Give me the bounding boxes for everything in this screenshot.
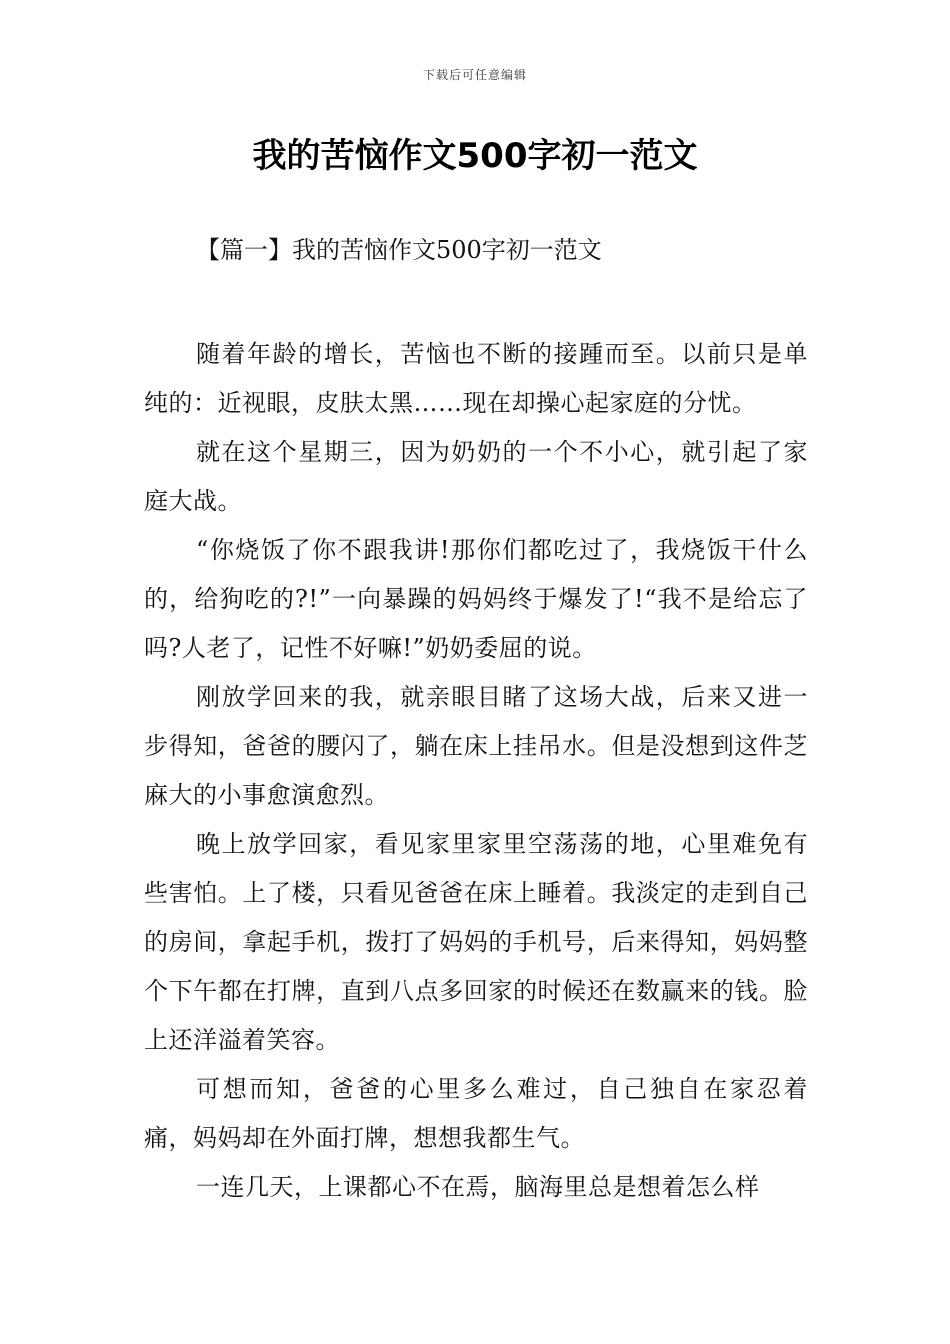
document-body xyxy=(144,330,808,1212)
header-note: 下载后可任意编辑 xyxy=(422,68,527,82)
paragraph: 晚上放学回家，看见家里家里空荡荡的地，心里难免有些害怕。上了楼，只看见爸爸在床上睡着。我淡定的走到自己的房间，拿起手机，拨打了妈妈的手机号，后来得知，妈妈整个下午都在打牌，直到八点多回家的时候还在数赢来的钱。脸上还洋溢着笑容。 xyxy=(144,830,808,1054)
paragraph: 刚放学回来的我，就亲眼目睹了这场大战，后来又进一步得知，爸爸的腰闪了，躺在床上挂吊水。但是没想到这件芝麻大的小事愈演愈烈。 xyxy=(144,683,808,809)
paragraph: 可想而知，爸爸的心里多么难过，自己独自在家忍着痛，妈妈却在外面打牌，想想我都生气。 xyxy=(144,1075,808,1152)
paragraph: “你烧饭了你不跟我讲!那你们都吃过了，我烧饭干什么的，给狗吃的?!”一向暴躁的妈妈终于爆发了!“我不是给忘了吗?人老了，记性不好嘛!”奶奶委屈的说。 xyxy=(144,536,808,662)
paragraph: 随着年龄的增长，苦恼也不断的接踵而至。以前只是单纯的：近视眼，皮肤太黑……现在却操心起家庭的分忧。 xyxy=(144,340,808,417)
paragraph: 就在这个星期三，因为奶奶的一个不小心，就引起了家庭大战。 xyxy=(144,438,808,515)
document-title: 我的苦恼作文500字初一范文 xyxy=(252,136,698,176)
paragraph: 一连几天，上课都心不在焉，脑海里总是想着怎么样 xyxy=(196,1173,760,1201)
section-heading: 【篇一】我的苦恼作文500字初一范文 xyxy=(196,236,602,264)
